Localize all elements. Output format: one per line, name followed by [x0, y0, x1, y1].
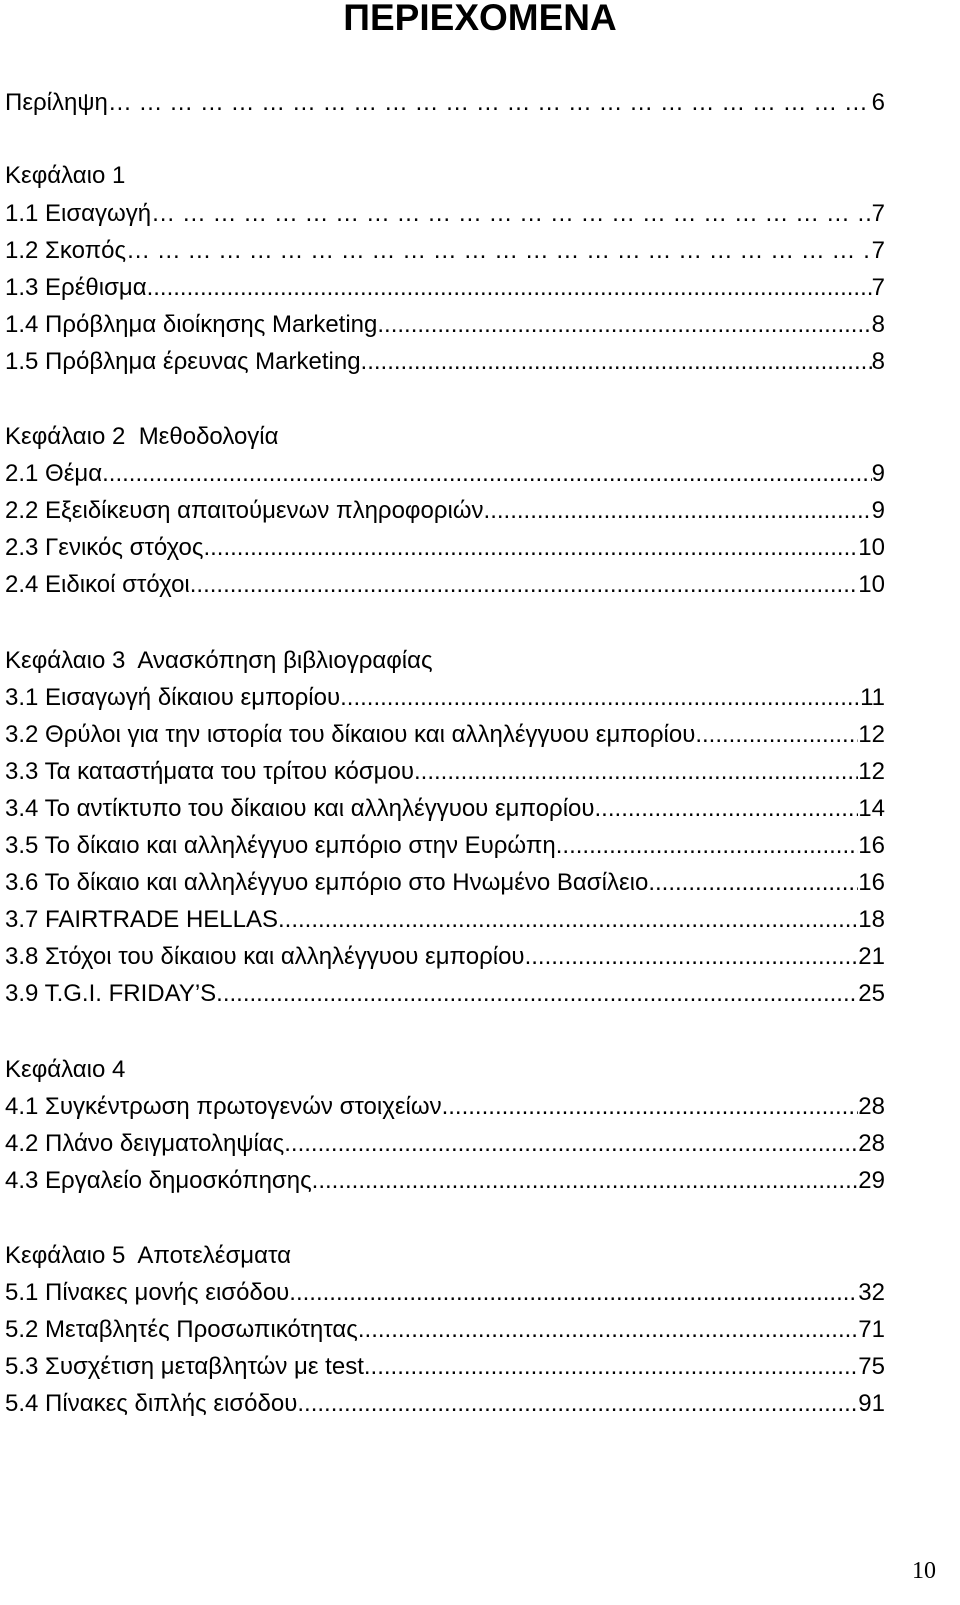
toc-entry-label: 3.7 FAIRTRADE HELLAS	[5, 906, 278, 933]
toc-entry-page: 71	[858, 1316, 885, 1343]
dot-leader	[190, 570, 859, 600]
toc-entry[interactable]	[5, 979, 885, 1009]
toc-entry-label: 4.3 Εργαλείο δημοσκόπησης	[5, 1167, 312, 1194]
dot-leader	[289, 1278, 858, 1308]
toc-entry-label: 2.1 Θέμα	[5, 460, 103, 487]
toc-entry-label: 3.2 Θρύλοι για την ιστορία του δίκαιου και αλληλέγγυου εμπορίου	[5, 721, 696, 748]
toc-entry-page: 6	[871, 89, 885, 116]
toc-entry-page: 16	[858, 832, 885, 859]
toc-entry-page: 32	[858, 1279, 885, 1306]
toc-entry-label: 3.8 Στόχοι του δίκαιου και αλληλέγγυου εμπορίου	[5, 943, 525, 970]
toc-entry[interactable]	[5, 1166, 885, 1196]
dot-leader	[102, 459, 872, 489]
toc-entry-label: 1.5 Πρόβλημα έρευνας Marketing	[5, 348, 361, 375]
dot-leader	[278, 905, 858, 935]
toc-entry-label: 5.2 Μεταβλητές Προσωπικότητας	[5, 1316, 358, 1343]
toc-entry-page: 75	[858, 1353, 885, 1380]
toc-entry-page: 7	[871, 237, 885, 264]
toc-entry[interactable]	[5, 794, 885, 824]
dot-leader	[312, 1166, 859, 1196]
toc-entry-page: 21	[858, 943, 885, 970]
toc-entry-page: 18	[858, 906, 885, 933]
toc-entry[interactable]	[5, 533, 885, 563]
toc-entry-page: 16	[858, 869, 885, 896]
toc-entry-page: 9	[871, 497, 885, 524]
toc-entry[interactable]	[5, 683, 885, 713]
toc-entry-label: 3.3 Τα καταστήματα του τρίτου κόσμου	[5, 758, 414, 785]
toc-entry-label: 1.3 Ερέθισμα	[5, 274, 147, 301]
dot-leader	[695, 720, 858, 750]
dot-leader	[126, 236, 872, 266]
dot-leader	[297, 1389, 858, 1419]
dot-leader	[108, 88, 872, 118]
dot-leader	[147, 273, 872, 303]
toc-entry-page: 8	[871, 311, 885, 338]
toc-entry-page: 9	[871, 460, 885, 487]
toc-entry[interactable]	[5, 905, 885, 935]
toc-entry-label: 4.2 Πλάνο δειγματοληψίας	[5, 1130, 285, 1157]
chapter-heading: Κεφάλαιο 5 Αποτελέσματα	[5, 1242, 292, 1269]
dot-leader	[358, 1315, 858, 1345]
dot-leader	[377, 310, 871, 340]
toc-entry-page: 7	[871, 274, 885, 301]
toc-entry[interactable]	[5, 1278, 885, 1308]
toc-entry-page: 28	[858, 1093, 885, 1120]
toc-entry[interactable]	[5, 310, 885, 340]
dot-leader	[556, 831, 859, 861]
dot-leader	[203, 533, 858, 563]
toc-entry-page: 25	[858, 980, 885, 1007]
toc-entry-page: 11	[860, 684, 885, 711]
toc-entry-label: 3.6 Το δίκαιο και αλληλέγγυο εμπόριο στο Ηνωμένο Βασίλειο	[5, 869, 649, 896]
toc-entry[interactable]	[5, 347, 885, 377]
toc-entry-label: 3.5 Το δίκαιο και αλληλέγγυο εμπόριο στην Ευρώπη	[5, 832, 556, 859]
toc-entry[interactable]	[5, 757, 885, 787]
toc-entry[interactable]	[5, 942, 885, 972]
dot-leader	[595, 794, 859, 824]
dot-leader	[648, 868, 858, 898]
toc-entry[interactable]	[5, 1092, 885, 1122]
dot-leader	[414, 757, 858, 787]
page-title: ΠΕΡΙΕΧΟΜΕΝΑ	[343, 0, 617, 38]
dot-leader	[340, 683, 860, 713]
toc-entry-page: 29	[858, 1167, 885, 1194]
toc-entry[interactable]	[5, 236, 885, 266]
dot-leader	[151, 199, 871, 229]
toc-entry-page: 14	[858, 795, 885, 822]
toc-entry-label: 4.1 Συγκέντρωση πρωτογενών στοιχείων	[5, 1093, 442, 1120]
toc-entry[interactable]	[5, 868, 885, 898]
toc-entry-label: 2.4 Ειδικοί στόχοι	[5, 571, 190, 598]
chapter-heading: Κεφάλαιο 2 Μεθοδολογία	[5, 423, 279, 450]
dot-leader	[361, 347, 872, 377]
toc-entry-page: 7	[871, 200, 885, 227]
toc-entry-label: Περίληψη	[5, 89, 108, 116]
toc-entry[interactable]	[5, 459, 885, 489]
toc-entry-label: 2.2 Εξειδίκευση απαιτούμενων πληροφοριών	[5, 497, 484, 524]
toc-entry-page: 10	[858, 571, 885, 598]
page-number: 10	[912, 1558, 936, 1584]
toc-entry-page: 28	[858, 1130, 885, 1157]
toc-entry[interactable]	[5, 1389, 885, 1419]
chapter-heading: Κεφάλαιο 4	[5, 1056, 126, 1083]
dot-leader	[364, 1352, 858, 1382]
toc-entry-label: 5.4 Πίνακες διπλής εισόδου	[5, 1390, 298, 1417]
toc-entry-label: 3.1 Εισαγωγή δίκαιου εμπορίου	[5, 684, 341, 711]
toc-entry-label: 5.3 Συσχέτιση μεταβλητών με test	[5, 1353, 364, 1380]
dot-leader	[484, 496, 872, 526]
toc-entry[interactable]	[5, 831, 885, 861]
toc-entry-label: 5.1 Πίνακες μονής εισόδου	[5, 1279, 290, 1306]
toc-entry-page: 8	[871, 348, 885, 375]
toc-entry[interactable]	[5, 570, 885, 600]
toc-entry-label: 1.2 Σκοπός	[5, 237, 127, 264]
dot-leader	[442, 1092, 859, 1122]
toc-entry-page: 12	[858, 758, 885, 785]
toc-entry[interactable]	[5, 720, 885, 750]
toc-entry-label: 1.1 Εισαγωγή	[5, 200, 152, 227]
chapter-heading: Κεφάλαιο 3 Ανασκόπηση βιβλιογραφίας	[5, 647, 433, 674]
toc-entry[interactable]	[5, 1352, 885, 1382]
toc-entry[interactable]	[5, 496, 885, 526]
toc-entry[interactable]	[5, 1129, 885, 1159]
dot-leader	[284, 1129, 858, 1159]
toc-entry-label: 2.3 Γενικός στόχος	[5, 534, 204, 561]
toc-entry-summary[interactable]	[5, 88, 885, 118]
toc-entry-label: 1.4 Πρόβλημα διοίκησης Marketing	[5, 311, 378, 338]
chapter-heading: Κεφάλαιο 1	[5, 162, 126, 189]
dot-leader	[525, 942, 859, 972]
toc-entry-page: 91	[858, 1390, 885, 1417]
toc-entry-page: 12	[858, 721, 885, 748]
toc-entry[interactable]	[5, 273, 885, 303]
toc-entry[interactable]	[5, 1315, 885, 1345]
toc-entry-page: 10	[858, 534, 885, 561]
toc-entry-label: 3.4 Το αντίκτυπο του δίκαιου και αλληλέγγυου εμπορίου	[5, 795, 595, 822]
dot-leader	[216, 979, 858, 1009]
toc-entry-label: 3.9 T.G.I. FRIDAY’S	[5, 980, 217, 1007]
toc-entry[interactable]	[5, 199, 885, 229]
